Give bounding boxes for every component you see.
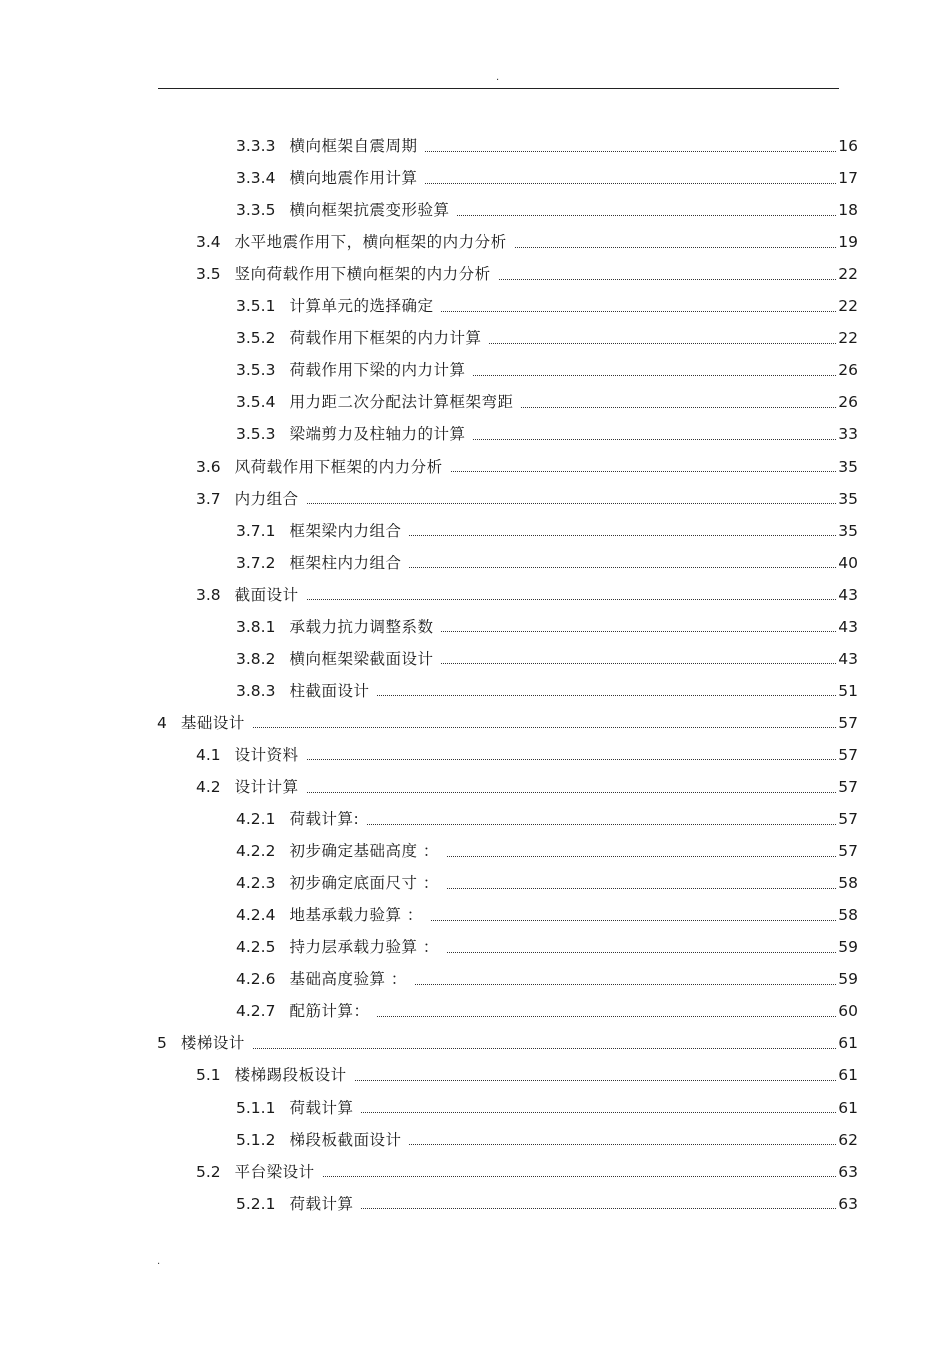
toc-entry-number: 3.7.1 [236, 521, 276, 540]
toc-entry-number: 4.1 [196, 745, 221, 764]
toc-entry[interactable] [196, 456, 858, 478]
toc-entry[interactable] [236, 295, 858, 317]
toc-entry-title: 框架柱内力组合 [289, 553, 402, 572]
toc-entry-number: 3.8 [196, 585, 221, 604]
toc-entry-title: 初步确定基础高度 ： [289, 842, 439, 861]
toc-entry[interactable] [236, 872, 858, 894]
toc-entry-number: 5.1.2 [236, 1130, 276, 1149]
toc-dot-leader [457, 215, 836, 216]
toc-entry-page-number: 40 [838, 553, 858, 572]
toc-entry-page-number: 57 [838, 713, 858, 732]
toc-entry-number: 4.2 [196, 778, 221, 796]
toc-entry-title: 地基承载力验算 ： [289, 906, 423, 925]
toc-entry[interactable] [196, 1064, 858, 1086]
toc-dot-leader [307, 503, 837, 504]
toc-entry[interactable] [236, 391, 858, 413]
toc-entry-page-number: 43 [838, 617, 858, 636]
toc-entry-number: 3.8.1 [236, 617, 276, 636]
toc-entry-page-number: 57 [838, 810, 858, 829]
toc-entry-page-number: 63 [838, 1194, 858, 1213]
toc-entry-page-number: 57 [838, 745, 858, 764]
toc-entry-number: 3.3.3 [236, 137, 276, 155]
toc-entry[interactable] [236, 840, 858, 862]
toc-entry[interactable] [196, 776, 858, 798]
toc-dot-leader [361, 1208, 836, 1209]
toc-entry-number: 5 [157, 1034, 167, 1053]
toc-entry-title: 设计资料 [234, 745, 299, 764]
toc-entry-page-number: 26 [838, 393, 858, 412]
toc-entry-title: 设计计算 [234, 778, 299, 796]
toc-dot-leader [473, 439, 836, 440]
toc-entry-number: 3.3.4 [236, 169, 276, 188]
toc-dot-leader [307, 759, 837, 760]
toc-entry[interactable] [236, 1129, 858, 1151]
toc-entry-number: 4.2.1 [236, 810, 276, 829]
toc-entry-number: 3.5.1 [236, 297, 276, 316]
toc-entry-title: 楼梯设计 [180, 1034, 245, 1053]
toc-entry-title: 梁端剪力及柱轴力的计算 [289, 425, 466, 444]
toc-entry[interactable] [236, 1000, 858, 1022]
toc-entry-page-number: 59 [838, 938, 858, 957]
toc-entry[interactable] [236, 616, 858, 638]
toc-entry[interactable] [236, 936, 858, 958]
toc-entry-page-number: 58 [838, 906, 858, 925]
toc-dot-leader [361, 1112, 836, 1113]
toc-dot-leader [425, 151, 836, 152]
toc-dot-leader [515, 247, 837, 248]
toc-entry-page-number: 35 [838, 489, 858, 508]
toc-dot-leader [473, 375, 836, 376]
toc-entry-page-number: 26 [838, 361, 858, 380]
toc-entry-number: 4.2.2 [236, 842, 276, 861]
toc-entry-title: 梯段板截面设计 [289, 1130, 402, 1149]
toc-entry-title: 承载力抗力调整系数 [289, 617, 434, 636]
toc-dot-leader [307, 599, 837, 600]
toc-entry[interactable] [236, 1097, 858, 1119]
toc-entry-number: 3.8.2 [236, 649, 276, 668]
toc-entry-page-number: 57 [838, 842, 858, 861]
toc-entry[interactable] [196, 1161, 858, 1183]
toc-entry-page-number: 17 [838, 169, 858, 188]
toc-entry[interactable] [157, 712, 858, 734]
toc-dot-leader [431, 920, 836, 921]
toc-entry-title: 横向地震作用计算 [289, 169, 418, 188]
toc-dot-leader [441, 663, 836, 664]
toc-entry-page-number: 51 [838, 681, 858, 700]
toc-entry[interactable] [196, 584, 858, 606]
toc-dot-leader [253, 727, 836, 728]
toc-entry-page-number: 33 [838, 425, 858, 444]
toc-dot-leader [441, 631, 836, 632]
toc-entry-page-number: 61 [838, 1098, 858, 1117]
toc-dot-leader [253, 1048, 836, 1049]
toc-entry-title: 荷载计算 [289, 1194, 354, 1213]
toc-entry-title: 荷载作用下框架的内力计算 [289, 329, 482, 348]
toc-entry[interactable] [196, 263, 858, 285]
toc-dot-leader [451, 471, 837, 472]
toc-entry-title: 荷载作用下梁的内力计算 [289, 361, 466, 380]
toc-entry-number: 5.1.1 [236, 1098, 276, 1117]
toc-entry-title: 基础高度验算 ： [289, 970, 407, 989]
toc-entry-page-number: 35 [838, 457, 858, 476]
toc-entry-number: 3.5.4 [236, 393, 276, 412]
toc-entry[interactable] [236, 904, 858, 926]
toc-dot-leader [447, 952, 836, 953]
toc-dot-leader [409, 1144, 836, 1145]
toc-dot-leader [377, 695, 836, 696]
toc-entry-title: 风荷载作用下框架的内力分析 [234, 457, 443, 476]
toc-entry-title: 柱截面设计 [289, 681, 370, 700]
toc-entry-title: 横向框架自震周期 [289, 137, 418, 155]
toc-entry-title: 内力组合 [234, 489, 299, 508]
toc-dot-leader [355, 1080, 837, 1081]
toc-dot-leader [425, 183, 836, 184]
toc-dot-leader [447, 856, 836, 857]
toc-dot-leader [409, 567, 836, 568]
toc-dot-leader [367, 824, 836, 825]
toc-entry-page-number: 22 [838, 329, 858, 348]
toc-dot-leader [521, 407, 836, 408]
toc-entry[interactable] [236, 680, 858, 702]
toc-entry[interactable] [236, 808, 858, 830]
toc-entry-page-number: 22 [838, 265, 858, 284]
toc-entry-title: 横向框架抗震变形验算 [289, 201, 450, 220]
toc-entry-page-number: 16 [838, 137, 858, 155]
toc-entry-number: 3.5.2 [236, 329, 276, 348]
toc-entry-title: 计算单元的选择确定 [289, 297, 434, 316]
toc-entry[interactable] [157, 1032, 858, 1054]
toc-entry-page-number: 43 [838, 585, 858, 604]
toc-dot-leader [441, 311, 836, 312]
toc-entry[interactable] [236, 423, 858, 445]
toc-entry-page-number: 58 [838, 874, 858, 893]
toc-entry-title: 平台梁设计 [234, 1162, 315, 1181]
toc-entry-title: 用力距二次分配法计算框架弯距 [289, 393, 514, 412]
toc-entry-number: 3.7 [196, 489, 221, 508]
toc-entry-number: 3.7.2 [236, 553, 276, 572]
toc-entry-page-number: 35 [838, 521, 858, 540]
toc-entry-number: 4.2.7 [236, 1002, 276, 1021]
toc-entry-page-number: 61 [838, 1066, 858, 1085]
footer-mark: . [157, 1256, 161, 1267]
toc-entry-number: 3.8.3 [236, 681, 276, 700]
toc-entry-page-number: 19 [838, 233, 858, 252]
toc-entry-title: 初步确定底面尺寸 ： [289, 874, 439, 893]
toc-entry[interactable] [196, 488, 858, 510]
toc-entry[interactable] [196, 231, 858, 253]
toc-entry-title: 基础设计 [180, 713, 245, 732]
toc-entry-page-number: 57 [838, 778, 858, 796]
toc-entry-page-number: 60 [838, 1002, 858, 1021]
toc-entry-number: 5.1 [196, 1066, 221, 1085]
toc-entry-number: 5.2.1 [236, 1194, 276, 1213]
toc-dot-leader [307, 792, 837, 793]
toc-entry-title: 水平地震作用下，横向框架的内力分析 [234, 233, 507, 252]
header-mark: . [496, 72, 500, 83]
toc-entry-number: 4 [157, 713, 167, 732]
toc-entry-number: 3.6 [196, 457, 221, 476]
toc-entry[interactable] [236, 552, 858, 574]
toc-entry[interactable] [236, 199, 858, 221]
toc-dot-leader [499, 279, 837, 280]
toc-entry-title: 截面设计 [234, 585, 299, 604]
toc-entry-title: 框架梁内力组合 [289, 521, 402, 540]
toc-entry-number: 3.3.5 [236, 201, 276, 220]
toc-dot-leader [377, 1016, 836, 1017]
toc-entry-title: 荷载计算 [289, 1098, 354, 1117]
toc-entry-page-number: 22 [838, 297, 858, 316]
toc-dot-leader [409, 535, 836, 536]
toc-entry[interactable] [236, 135, 858, 157]
toc-entry-page-number: 18 [838, 201, 858, 220]
toc-entry-title: 横向框架梁截面设计 [289, 649, 434, 668]
toc-dot-leader [323, 1176, 837, 1177]
toc-entry[interactable] [236, 359, 858, 381]
toc-dot-leader [489, 343, 836, 344]
toc-entry-page-number: 43 [838, 649, 858, 668]
toc-entry[interactable] [236, 648, 858, 670]
toc-entry[interactable] [236, 167, 858, 189]
toc-entry-title: 持力层承载力验算 ： [289, 938, 439, 957]
toc-entry-page-number: 59 [838, 970, 858, 989]
toc-entry-title: 楼梯踢段板设计 [234, 1066, 347, 1085]
toc-entry[interactable] [236, 968, 858, 990]
toc-entry[interactable] [196, 744, 858, 766]
toc-entry-page-number: 62 [838, 1130, 858, 1149]
toc-entry[interactable] [236, 520, 858, 542]
toc-entry-number: 4.2.4 [236, 906, 276, 925]
toc-entry[interactable] [236, 1193, 858, 1215]
toc-entry-page-number: 63 [838, 1162, 858, 1181]
toc-entry-number: 4.2.3 [236, 874, 276, 893]
toc-entry-title: 配筋计算： [289, 1002, 370, 1021]
toc-entry-page-number: 61 [838, 1034, 858, 1053]
toc-entry[interactable] [236, 327, 858, 349]
toc-entry-number: 3.5 [196, 265, 221, 284]
toc-dot-leader [447, 888, 836, 889]
header-rule [158, 88, 839, 89]
toc-entry-number: 3.5.3 [236, 425, 276, 444]
toc-entry-number: 3.5.3 [236, 361, 276, 380]
toc-entry-number: 5.2 [196, 1162, 221, 1181]
toc-entry-number: 4.2.5 [236, 938, 276, 957]
toc-entry-title: 竖向荷载作用下横向框架的内力分析 [234, 265, 491, 284]
toc-entry-number: 4.2.6 [236, 970, 276, 989]
toc-dot-leader [415, 984, 836, 985]
toc-entry-number: 3.4 [196, 233, 221, 252]
toc-entry-title: 荷载计算: [289, 810, 360, 829]
